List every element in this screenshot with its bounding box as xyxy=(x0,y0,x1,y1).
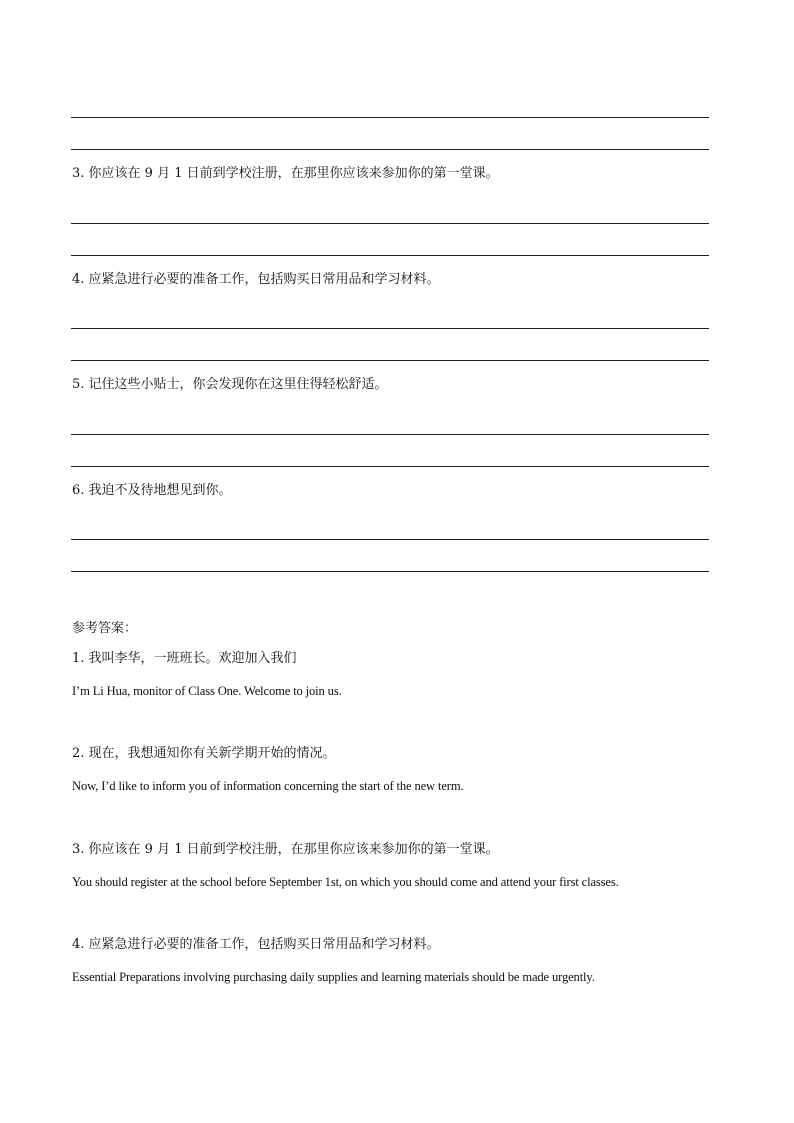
item-number: 5. xyxy=(72,377,85,392)
answer-number: 1. xyxy=(72,651,85,666)
answers-heading: 参考答案： xyxy=(72,621,138,636)
answer-2-english: Now, I’d like to inform you of information concerning the start of the new term. xyxy=(72,779,464,793)
answer-1-chinese xyxy=(72,651,297,667)
item-text: 应紧急进行必要的准备工作，包括购买日常用品和学习材料。 xyxy=(88,272,440,287)
answer-3-chinese xyxy=(72,842,499,858)
answer-line xyxy=(71,255,709,256)
answer-2-chinese xyxy=(72,746,336,762)
answer-line xyxy=(71,117,709,118)
exercise-item-4 xyxy=(72,272,440,288)
answer-chinese-text: 应紧急进行必要的准备工作，包括购买日常用品和学习材料。 xyxy=(88,937,440,952)
item-number: 4. xyxy=(72,272,85,287)
answer-line xyxy=(71,328,709,329)
answer-number: 4. xyxy=(72,937,85,952)
exercise-item-3 xyxy=(72,166,499,182)
answer-number: 3. xyxy=(72,842,85,857)
answer-line xyxy=(71,223,709,224)
item-text: 你应该在 9 月 1 日前到学校注册，在那里你应该来参加你的第一堂课。 xyxy=(88,166,499,181)
answer-line xyxy=(71,466,709,467)
answer-chinese-text: 你应该在 9 月 1 日前到学校注册，在那里你应该来参加你的第一堂课。 xyxy=(88,842,499,857)
item-text: 记住这些小贴士，你会发现你在这里住得轻松舒适。 xyxy=(88,377,388,392)
answer-1-english: I’m Li Hua, monitor of Class One. Welcome to join us. xyxy=(72,684,342,698)
answer-chinese-text: 现在，我想通知你有关新学期开始的情况。 xyxy=(88,746,336,761)
exercise-item-5 xyxy=(72,377,388,393)
item-text: 我迫不及待地想见到你。 xyxy=(88,483,232,498)
answer-line xyxy=(71,571,709,572)
answer-line xyxy=(71,149,709,150)
answer-4-english: Essential Preparations involving purchasing daily supplies and learning materials should be made urgently. xyxy=(72,970,595,984)
item-number: 6. xyxy=(72,483,85,498)
answer-4-chinese xyxy=(72,937,440,953)
answer-number: 2. xyxy=(72,746,85,761)
answer-line xyxy=(71,539,709,540)
item-number: 3. xyxy=(72,166,85,181)
answer-line xyxy=(71,434,709,435)
answer-3-english: You should register at the school before September 1st, on which you should come and attend your first classes. xyxy=(72,875,619,889)
answer-line xyxy=(71,360,709,361)
answer-chinese-text: 我叫李华，一班班长。欢迎加入我们 xyxy=(88,651,297,666)
exercise-item-6 xyxy=(72,483,232,499)
